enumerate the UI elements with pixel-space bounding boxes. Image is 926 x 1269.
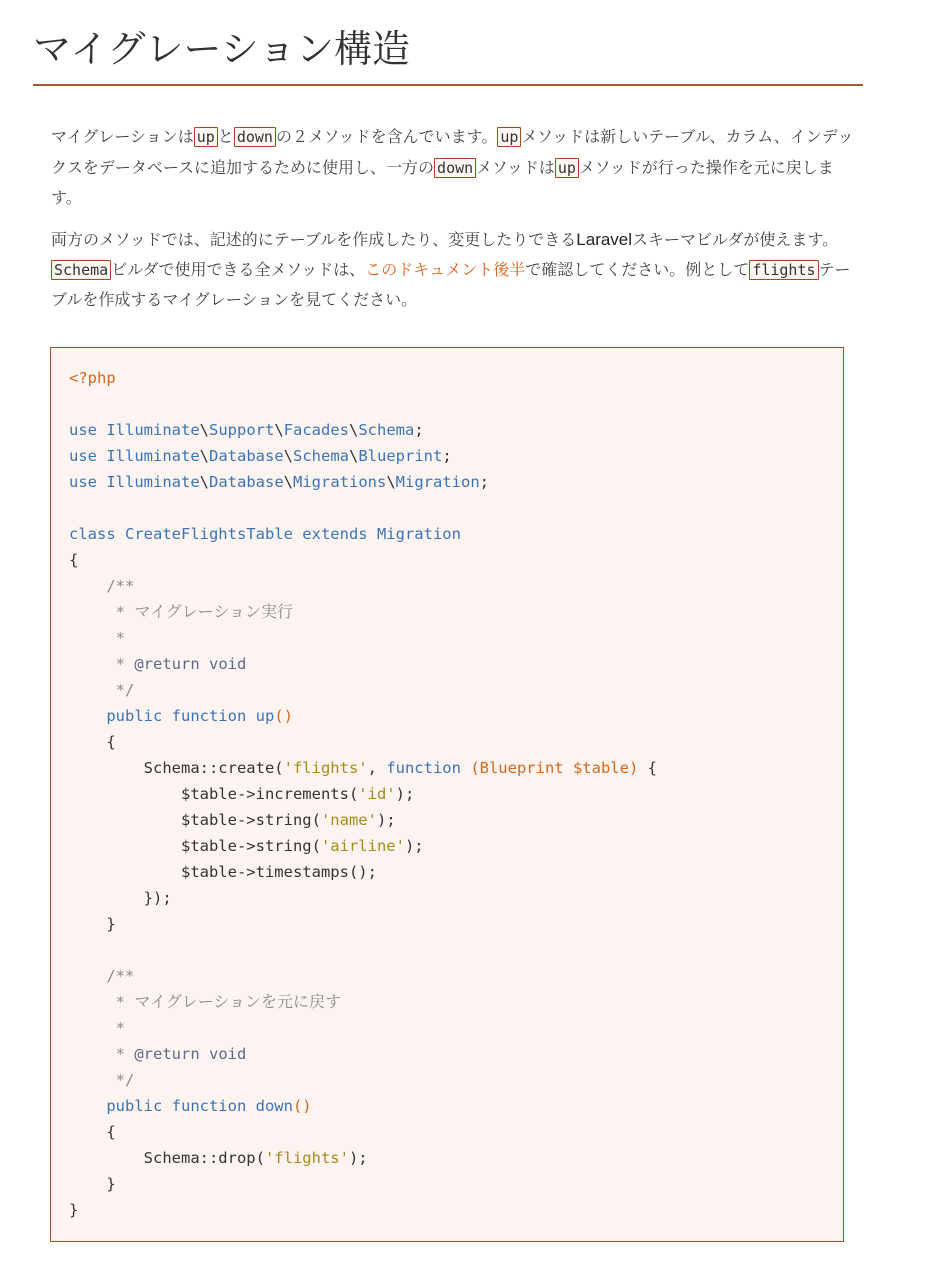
code-token: $table->increments( [69, 785, 359, 803]
page-title: マイグレーション構造 [33, 22, 863, 86]
code-token: ); [376, 811, 396, 829]
code-token: Schema::drop( [69, 1149, 265, 1167]
inline-code: Schema [51, 260, 111, 280]
code-token: 'id' [358, 785, 396, 803]
code-token: \ [199, 473, 209, 491]
code-line [69, 443, 825, 469]
code-token: @return void [134, 1045, 247, 1063]
code-token: 'airline' [320, 837, 405, 855]
code-token: { [69, 551, 79, 569]
code-token: 'name' [320, 811, 377, 829]
code-token: public function up [69, 707, 275, 725]
code-token: Schema::create( [69, 759, 284, 777]
inline-text: メソッドは [476, 157, 555, 177]
code-token: Support [209, 421, 275, 439]
paragraph-intro [51, 122, 857, 213]
code-line [69, 1041, 825, 1067]
code-token: $table->timestamps(); [69, 863, 377, 881]
code-token: */ [69, 1071, 135, 1089]
code-token: Schema [358, 421, 415, 439]
code-token: * [69, 655, 135, 673]
inline-text: テーブルを作成するマイグレーションを見てください。 [51, 259, 851, 309]
code-token: ); [404, 837, 424, 855]
code-token: Blueprint [358, 447, 443, 465]
code-token: */ [69, 681, 135, 699]
code-token: \ [199, 447, 209, 465]
code-token: Migrations [293, 473, 387, 491]
code-line [69, 937, 825, 963]
inline-code: flights [749, 260, 818, 280]
code-token: \ [349, 421, 359, 439]
code-token: * [69, 993, 135, 1011]
code-token: <?php [69, 369, 116, 387]
code-token: ); [395, 785, 415, 803]
code-line [69, 703, 825, 729]
code-line [69, 1197, 825, 1223]
code-line [69, 807, 825, 833]
code-line [69, 859, 825, 885]
code-token: 'flights' [283, 759, 368, 777]
code-line [69, 1171, 825, 1197]
code-token: /** [69, 967, 135, 985]
inline-text: と [217, 127, 234, 146]
code-line [69, 885, 825, 911]
code-line [69, 911, 825, 937]
code-token: \ [283, 447, 293, 465]
inline-text: Laravel [576, 230, 633, 249]
inline-text: ビルダで使用できる全メソッドは、 [111, 259, 366, 279]
code-token: $table->string( [69, 837, 321, 855]
inline-text: スキーマビルダが使えます。 [632, 230, 839, 249]
code-line [69, 469, 825, 495]
inline-text: メソッドが行った操作を元に戻します。 [51, 157, 834, 207]
code-token: @return void [134, 655, 247, 673]
inline-text: メソッドは新しいテーブル、カラム、インデックスをデータベースに追加するために使用し、一方の [51, 127, 854, 177]
code-token: マイグレーションを元に戻す [134, 992, 342, 1011]
code-token: , [367, 759, 387, 777]
code-token: ; [479, 473, 490, 491]
inline-code: up [555, 158, 579, 178]
code-token: ); [348, 1149, 368, 1167]
code-line [69, 755, 825, 781]
code-line [69, 1093, 825, 1119]
code-token: class CreateFlightsTable extends Migration [69, 525, 461, 543]
code-line [69, 833, 825, 859]
code-token: $table->string( [69, 811, 321, 829]
code-token: () [274, 707, 293, 725]
code-token: { [69, 1123, 116, 1141]
code-token: } [69, 1201, 79, 1219]
code-token: マイグレーション実行 [134, 602, 294, 621]
inline-text: で確認してください。例として [525, 259, 750, 279]
code-token: }); [69, 889, 172, 907]
code-token: } [69, 1175, 116, 1193]
inline-code: up [497, 127, 521, 147]
code-token: Facades [283, 421, 349, 439]
code-line [69, 599, 825, 625]
code-line [69, 651, 825, 677]
inline-text: 両方のメソッドでは、記述的にテーブルを作成したり、変更したりできる [51, 230, 577, 249]
code-line [69, 1015, 825, 1041]
code-token: () [292, 1097, 312, 1115]
code-token: /** [69, 577, 135, 595]
code-token: function [386, 759, 471, 777]
code-token: use Illuminate [69, 473, 200, 491]
doc-link[interactable]: このドキュメント後半 [365, 259, 526, 279]
code-line [69, 365, 825, 391]
code-token: \ [349, 447, 359, 465]
paragraph-schema-builder [51, 225, 857, 315]
code-token: * [69, 1019, 125, 1037]
code-line [69, 625, 825, 651]
code-line [69, 417, 825, 443]
code-line [69, 573, 825, 599]
inline-text: の２メソッドを含んでいます。 [275, 127, 498, 146]
inline-text: マイグレーションは [51, 127, 194, 146]
code-token: * [69, 603, 135, 621]
code-line [69, 781, 825, 807]
code-token: \ [274, 421, 284, 439]
code-token: \ [199, 421, 209, 439]
inline-code: down [234, 127, 276, 147]
code-line [69, 1145, 825, 1171]
code-line [69, 989, 825, 1015]
code-line [69, 1067, 825, 1093]
code-line [69, 521, 825, 547]
code-token: Migration [395, 473, 480, 491]
code-token: use Illuminate [69, 447, 200, 465]
inline-code: down [434, 158, 476, 178]
code-token: public function down [69, 1097, 293, 1115]
code-line [69, 1119, 825, 1145]
code-token: * [69, 1045, 135, 1063]
code-block [50, 347, 844, 1242]
code-token: } [69, 915, 116, 933]
code-line [69, 963, 825, 989]
code-token: 'flights' [264, 1149, 349, 1167]
code-token: { [69, 733, 116, 751]
code-token: (Blueprint $table) [470, 759, 639, 777]
code-token: ; [414, 421, 424, 439]
code-line [69, 547, 825, 573]
code-line [69, 391, 825, 417]
code-line [69, 677, 825, 703]
code-token: \ [386, 473, 396, 491]
code-line [69, 729, 825, 755]
code-token: Database [209, 473, 284, 491]
code-token: \ [283, 473, 293, 491]
inline-code: up [194, 127, 218, 147]
code-token: Schema [293, 447, 349, 465]
code-token: { [638, 759, 657, 777]
code-line [69, 495, 825, 521]
code-token: * [69, 629, 125, 647]
code-token: Database [209, 447, 284, 465]
code-token: ; [442, 447, 452, 465]
code-token: use Illuminate [69, 421, 200, 439]
